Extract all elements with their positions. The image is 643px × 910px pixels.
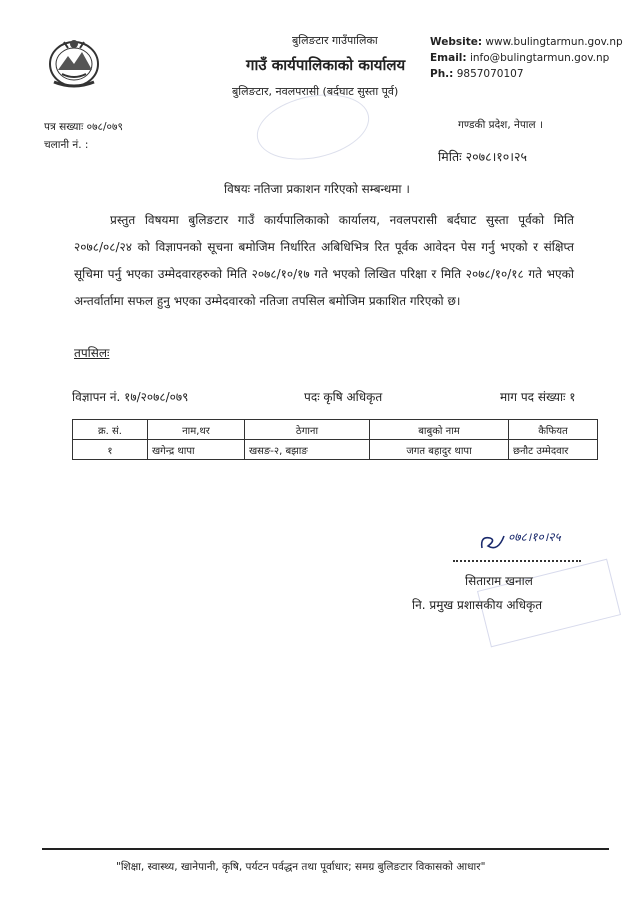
letter-date: मितिः २०७८।१०।२५ bbox=[438, 149, 528, 164]
body-paragraph: प्रस्तुत विषयमा बुलिङटार गाउँ कार्यपालिकाको कार्यालय, नवलपरासी बर्दघाट सुस्ता पूर्वको मिति २०७८/०८/२४ को विज्ञापनको सूचना बमोजिम निर्धारित अबिधिभित्र रित पूर्वक आवेदन पेस गर्नु भएको र संक्षिप्त सूचिमा पर्नु भएका उम्मेदवारहरुको मिति २०७८/१०/१७ गते भएको लिखित परिक्षा र मिति २०७८/१०/१८ गते भएको अन्तर्वार्तामा सफल हुनु भएका उम्मेदवारको नतिजा तपसिल बमोजिम प्रकाशित गरिएको छ। bbox=[74, 213, 574, 308]
col-serial: क्र. सं. bbox=[73, 420, 148, 440]
contact-block bbox=[430, 34, 623, 82]
email-link[interactable]: info@bulingtarmun.gov.np bbox=[469, 52, 610, 64]
table-header-row bbox=[73, 420, 598, 440]
signatory-post: नि. प्रमुख प्रशासकीय अधिकृत bbox=[412, 598, 543, 612]
cell-remarks: छनौट उम्मेदवार bbox=[509, 440, 598, 460]
province-line: गण्डकी प्रदेश, नेपाल । bbox=[458, 119, 543, 131]
signature-scribble-icon bbox=[478, 532, 506, 554]
municipality-name: बुलिङटार गाउँपालिका bbox=[292, 34, 378, 47]
nepal-emblem-icon bbox=[42, 30, 106, 94]
col-address: ठेगाना bbox=[245, 420, 370, 440]
phone-line bbox=[430, 66, 623, 82]
email-line bbox=[430, 50, 623, 66]
col-father-name: बाबुको नाम bbox=[370, 420, 509, 440]
phone-number: 9857070107 bbox=[456, 68, 524, 80]
phone-label: Ph.: bbox=[430, 68, 454, 80]
col-remarks: कैफियत bbox=[509, 420, 598, 440]
demand-count: माग पद संख्याः १ bbox=[500, 390, 576, 404]
subject-line: विषयः नतिजा प्रकाशन गरिएको सम्बन्धमा । bbox=[224, 182, 410, 196]
col-name: नाम,थर bbox=[148, 420, 245, 440]
cell-serial: १ bbox=[73, 440, 148, 460]
website-link[interactable]: www.bulingtarmun.gov.np bbox=[485, 36, 623, 48]
signature-line bbox=[453, 558, 581, 562]
website-label: Website: bbox=[430, 36, 483, 48]
cell-address: खसङ-२, बझाङ bbox=[245, 440, 370, 460]
letter-number: पत्र सख्याः ०७८/०७९ bbox=[44, 121, 123, 133]
footer-divider bbox=[42, 848, 609, 850]
result-table bbox=[72, 419, 598, 460]
table-row bbox=[73, 440, 598, 460]
cell-name: खगेन्द्र थापा bbox=[148, 440, 245, 460]
details-heading: तपसिलः bbox=[74, 346, 110, 360]
office-title: गाउँ कार्यपालिकाको कार्यालय bbox=[246, 56, 406, 74]
office-address: बुलिङटार, नवलपरासी (बर्दघाट सुस्ता पूर्व) bbox=[232, 85, 399, 98]
letter-meta bbox=[44, 118, 123, 154]
advertisement-number: विज्ञापन नं. १७/२०७८/०७९ bbox=[72, 390, 189, 404]
footer-motto: "शिक्षा, स्वास्थ्य, खानेपानी, कृषि, पर्यटन पर्वद्धन तथा पूर्वाधार; समग्र बुलिङटार विकासको आधार" bbox=[116, 861, 486, 873]
signature-date: ०७८।१०।२५ bbox=[508, 530, 561, 544]
website-line bbox=[430, 34, 623, 50]
cell-father-name: जगत बहादुर थापा bbox=[370, 440, 509, 460]
email-label: Email: bbox=[430, 52, 467, 64]
dispatch-number: चलानी नं. : bbox=[44, 139, 89, 151]
post-name: पदः कृषि अधिकृत bbox=[304, 390, 383, 404]
signatory-name: सिताराम खनाल bbox=[465, 574, 533, 588]
